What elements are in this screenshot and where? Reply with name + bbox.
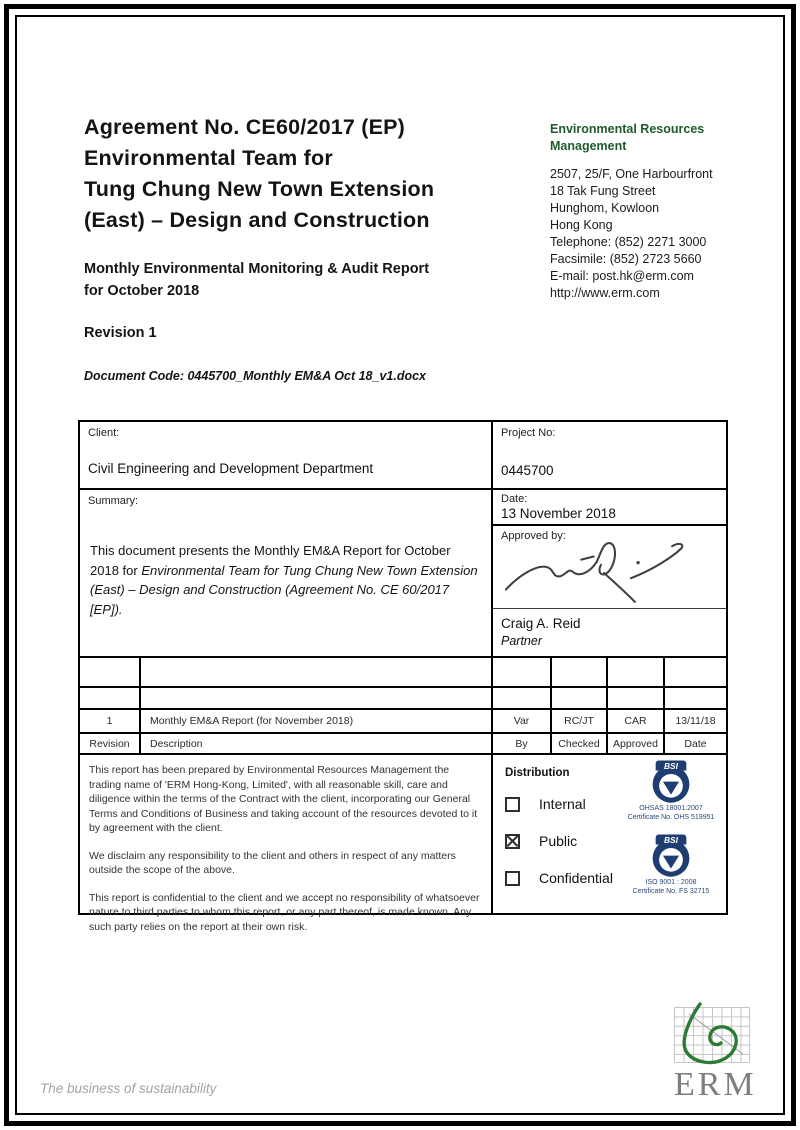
- title-line-4: (East) – Design and Construction: [84, 208, 430, 232]
- summary-label: Summary:: [88, 495, 139, 507]
- empty-cell: [139, 686, 491, 708]
- cert-number: Certificate No. OHS 519951: [627, 813, 715, 821]
- revision-date: 13/11/18: [663, 708, 726, 732]
- date-label: Date:: [501, 493, 528, 505]
- summary-cell: [80, 488, 491, 656]
- header-by: By: [491, 732, 550, 753]
- address-line: Hong Kong: [550, 218, 613, 232]
- date-approved-cell: [491, 488, 726, 656]
- document-subtitle: [84, 258, 429, 302]
- certification-ohsas: [626, 759, 716, 822]
- disclaimer-paragraph: This report is confidential to the client and we accept no responsibility of whatsoever nature to third parties to whom this report, or any part thereof, is made known. Any such party relies on the report at their own risk.: [89, 891, 480, 933]
- approved-by-label: Approved by:: [501, 530, 566, 542]
- empty-cell: [663, 656, 726, 686]
- bsi-mark-icon: [648, 759, 694, 805]
- empty-cell: [663, 686, 726, 708]
- signature-scribble-icon: [497, 540, 711, 604]
- company-address: [550, 166, 740, 302]
- empty-cell: [491, 656, 550, 686]
- title-line-3: Tung Chung New Town Extension: [84, 177, 435, 201]
- header-checked: Checked: [550, 732, 606, 753]
- address-line: 18 Tak Fung Street: [550, 184, 656, 198]
- confidential-checkbox: [505, 871, 520, 886]
- public-label: Public: [539, 833, 578, 849]
- address-line: Facsimile: (852) 2723 5660: [550, 252, 702, 266]
- empty-cell: [80, 686, 139, 708]
- empty-cell: [491, 686, 550, 708]
- distribution-label: Distribution: [505, 767, 570, 779]
- info-table: [78, 420, 728, 933]
- project-no-value: 0445700: [501, 463, 554, 478]
- approver-name: Craig A. Reid: [501, 616, 581, 631]
- address-line: 2507, 25/F, One Harbourfront: [550, 167, 713, 181]
- revision-approved: CAR: [606, 708, 663, 732]
- signature: [497, 540, 711, 604]
- empty-cell: [80, 656, 139, 686]
- disclaimer-cell: [80, 753, 491, 933]
- approved-by-cell: [493, 526, 726, 656]
- revision-checked: RC/JT: [550, 708, 606, 732]
- address-line: Telephone: (852) 2271 3000: [550, 235, 707, 249]
- cert-standard: ISO 9001 : 2008: [645, 879, 697, 886]
- summary-text: [90, 541, 479, 619]
- date-cell: [493, 490, 726, 526]
- tagline: The business of sustainability: [40, 1081, 217, 1096]
- signature-rule: [493, 608, 726, 609]
- svg-text:BSI: BSI: [663, 834, 679, 845]
- summary-text-plain: This document presents the Monthly EM&A Report for October 2018 for: [90, 543, 451, 578]
- distribution-cell: [491, 753, 726, 913]
- project-no-label: Project No:: [501, 427, 556, 439]
- title-line-1: Agreement No. CE60/2017 (EP): [84, 115, 406, 139]
- address-line-website: http://www.erm.com: [550, 286, 660, 300]
- disclaimer-paragraph: We disclaim any responsibility to the client and others in respect of any matters outside the scope of the above.: [89, 849, 456, 876]
- cert-standard: OHSAS 18001:2007: [639, 805, 703, 812]
- erm-logo: [674, 1007, 757, 1103]
- header-date: Date: [663, 732, 726, 753]
- revision-description: Monthly EM&A Report (for November 2018): [139, 708, 491, 732]
- disclaimer-paragraph: This report has been prepared by Environmental Resources Management the trading name of 'ERM Hong-Kong, Limited', with all reasonable skill, care and diligence within the terms of the Contract with the client, incorporating our General Terms and Conditions of Business and taking account of the resources devoted to it by agreement with the client.: [89, 764, 478, 834]
- confidential-label: Confidential: [539, 870, 613, 886]
- empty-cell: [606, 686, 663, 708]
- document-title: [84, 112, 434, 236]
- svg-text:BSI: BSI: [663, 760, 679, 771]
- revision-label: Revision 1: [84, 325, 157, 341]
- approver-title: Partner: [501, 634, 542, 648]
- empty-cell: [139, 656, 491, 686]
- title-line-2: Environmental Team for: [84, 146, 333, 170]
- bsi-mark-icon: [648, 833, 694, 879]
- internal-checkbox: [505, 797, 520, 812]
- certification-iso: [626, 833, 716, 896]
- subtitle-line-1: Monthly Environmental Monitoring & Audit Report: [84, 261, 430, 277]
- distribution-option-confidential: [505, 870, 613, 886]
- empty-cell: [550, 686, 606, 708]
- distribution-option-internal: [505, 796, 586, 812]
- internal-label: Internal: [539, 796, 586, 812]
- company-name: Environmental Resources Management: [550, 122, 705, 153]
- date-value: 13 November 2018: [501, 506, 616, 521]
- cert-number: Certificate No. FS 32715: [632, 887, 710, 895]
- subtitle-line-2: for October 2018: [84, 283, 200, 299]
- erm-spiral-icon: [667, 1002, 759, 1070]
- erm-wordmark: ERM: [674, 1066, 757, 1103]
- erm-grid-graphic: [674, 1007, 750, 1063]
- company-block: [550, 121, 740, 302]
- address-line-email: E-mail: post.hk@erm.com: [550, 269, 694, 283]
- distribution-option-public: [505, 833, 577, 849]
- client-value: Civil Engineering and Development Department: [88, 461, 374, 476]
- client-cell: [80, 422, 491, 488]
- address-line: Hunghom, Kowloon: [550, 201, 660, 215]
- document-code: Document Code: 0445700_Monthly EM&A Oct 18_v1.docx: [84, 369, 426, 383]
- empty-cell: [550, 656, 606, 686]
- project-no-cell: [491, 422, 726, 488]
- header-revision: Revision: [80, 732, 139, 753]
- revision-number: 1: [80, 708, 139, 732]
- header-description: Description: [139, 732, 491, 753]
- revision-by: Var: [491, 708, 550, 732]
- public-checkbox: [505, 834, 520, 849]
- header-approved: Approved: [606, 732, 663, 753]
- summary-text-italic: Environmental Team for Tung Chung New Town Extension (East) – Design and Construction (Agreement No. CE 60/2017 [EP]).: [90, 562, 478, 617]
- empty-cell: [606, 656, 663, 686]
- client-label: Client:: [88, 427, 120, 439]
